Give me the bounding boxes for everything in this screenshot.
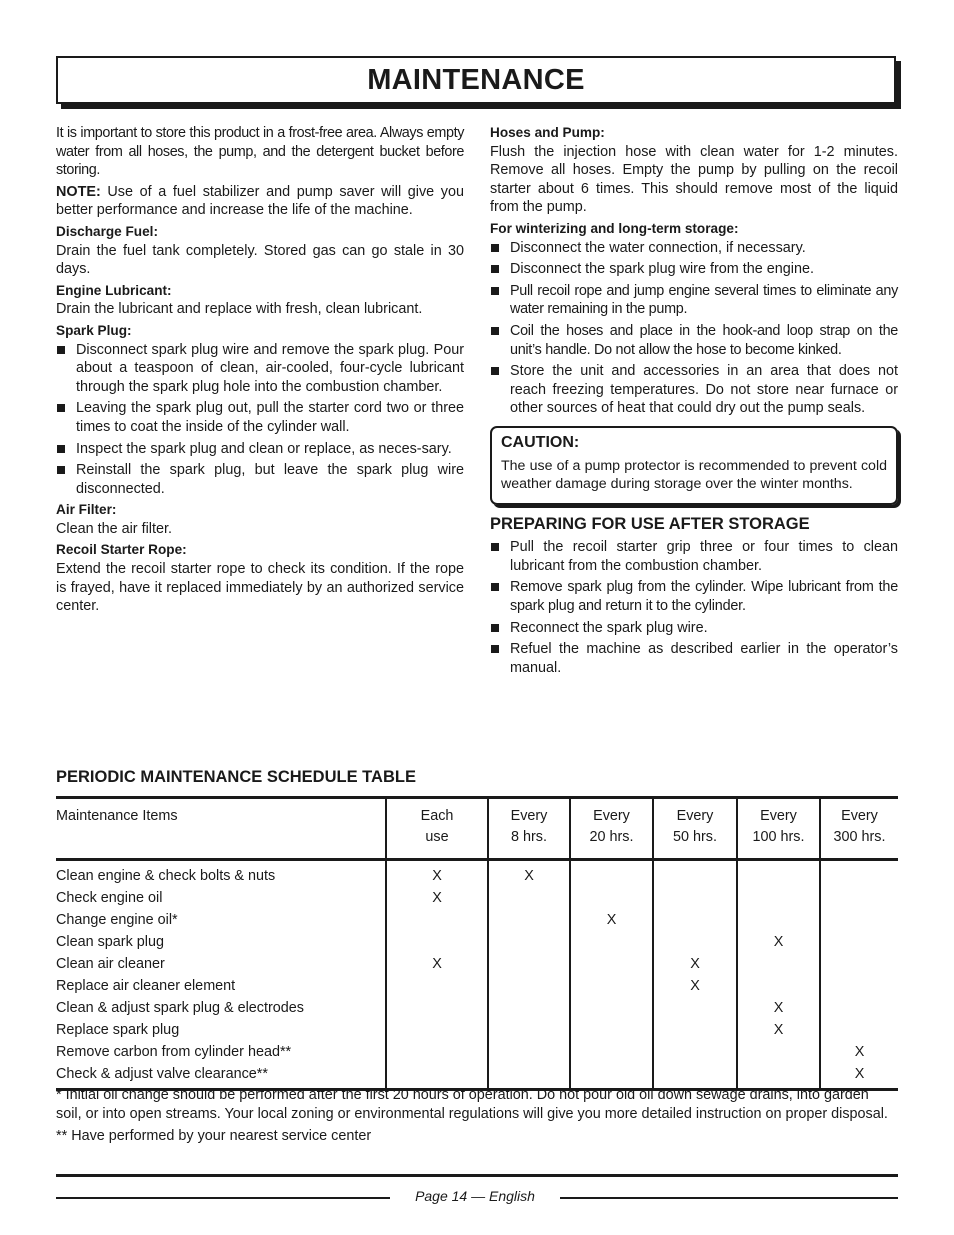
interval-mark-cell: X [820, 1063, 898, 1090]
interval-mark-cell [737, 975, 820, 997]
footer-divider-right [560, 1197, 898, 1199]
title-box [56, 56, 896, 104]
interval-mark-cell [820, 931, 898, 953]
interval-mark-cell [653, 997, 737, 1019]
recoil-starter-text: Extend the recoil starter rope to check its condition. If the rope is frayed, have it replaced immediately by an authorized service center. [56, 561, 464, 615]
bullet-square-icon [57, 466, 65, 474]
preparing-heading: PREPARING FOR USE AFTER STORAGE [490, 514, 810, 533]
caution-title: CAUTION: [501, 433, 580, 451]
bullet-square-icon [491, 583, 499, 591]
interval-mark-cell [488, 909, 570, 931]
caution-box [490, 426, 898, 505]
interval-mark-cell: X [653, 953, 737, 975]
left-column [56, 124, 464, 619]
column-header: Every 300 hrs. [820, 798, 898, 860]
list-item: Disconnect spark plug wire and remove the spark plug. Pour about a teaspoon of clean, air-cooled, four-cycle lubricant through the spark plug hole into the combustion chamber. [56, 341, 464, 397]
interval-mark-cell [386, 931, 488, 953]
maintenance-item-cell: Check & adjust valve clearance** [56, 1063, 386, 1090]
bullet-square-icon [491, 645, 499, 653]
engine-lubricant-text: Drain the lubricant and replace with fresh, clean lubricant. [56, 301, 423, 318]
maintenance-schedule-table [56, 796, 898, 1091]
bullet-square-icon [491, 265, 499, 273]
maintenance-item-cell: Remove carbon from cylinder head** [56, 1044, 292, 1060]
maintenance-item-cell: Clean engine & check bolts & nuts [56, 868, 276, 884]
bullet-square-icon [491, 543, 499, 551]
interval-mark-cell [386, 975, 488, 997]
interval-mark-cell [820, 975, 898, 997]
winterizing-heading: For winterizing and long-term storage: [490, 220, 739, 236]
interval-mark-cell [737, 860, 820, 888]
interval-mark-cell: X [737, 931, 820, 953]
hoses-pump-heading: Hoses and Pump: [490, 125, 605, 140]
interval-mark-cell: X [386, 953, 488, 975]
list-item: Leaving the spark plug out, pull the starter cord two or three times to coat the inside of the cylinder wall. [56, 399, 464, 436]
interval-mark-cell: X [488, 860, 570, 888]
interval-mark-cell [570, 887, 653, 909]
air-filter-heading: Air Filter: [56, 502, 117, 518]
interval-mark-cell [653, 931, 737, 953]
bullet-square-icon [57, 346, 65, 354]
list-item: Disconnect the water connection, if necessary. [490, 239, 898, 258]
interval-mark-cell: X [570, 909, 653, 931]
spark-plug-list [56, 341, 464, 499]
column-header: Every 8 hrs. [488, 798, 570, 860]
interval-mark-cell: X [737, 997, 820, 1019]
note-paragraph [56, 183, 464, 220]
table-row [56, 953, 898, 975]
interval-mark-cell [737, 1041, 820, 1063]
recoil-starter-heading: Recoil Starter Rope: [56, 542, 187, 558]
list-item: Disconnect the spark plug wire from the engine. [490, 260, 898, 279]
discharge-fuel-text: Drain the fuel tank completely. Stored gas can go stale in 30 days. [56, 242, 464, 278]
list-item: Pull recoil rope and jump engine several times to eliminate any water remaining in the pump. [490, 282, 898, 319]
interval-mark-cell [737, 909, 820, 931]
interval-mark-cell: X [737, 1019, 820, 1041]
interval-mark-cell [488, 887, 570, 909]
interval-mark-cell [488, 953, 570, 975]
interval-mark-cell [820, 909, 898, 931]
table-row [56, 997, 898, 1019]
bullet-square-icon [491, 287, 499, 295]
interval-mark-cell [570, 975, 653, 997]
interval-mark-cell [820, 887, 898, 909]
maintenance-item-cell: Change engine oil* [56, 912, 178, 928]
maintenance-item-cell: Clean & adjust spark plug & electrodes [56, 1000, 304, 1016]
footnote-service-center: ** Have performed by your nearest service center [56, 1128, 372, 1144]
interval-mark-cell [570, 860, 653, 888]
schedule-footnotes [56, 1086, 898, 1149]
intro-paragraph: It is important to store this product in a frost-free area. Always empty water from all hoses, the pump, and the detergent bucket before storing. [56, 125, 464, 179]
caution-text: The use of a pump protector is recommended to prevent cold weather damage during storage over the winter months. [501, 457, 887, 493]
interval-mark-cell [570, 1041, 653, 1063]
interval-mark-cell [488, 997, 570, 1019]
interval-mark-cell [653, 887, 737, 909]
interval-mark-cell [820, 953, 898, 975]
table-row [56, 931, 898, 953]
bullet-square-icon [57, 445, 65, 453]
interval-mark-cell [488, 1041, 570, 1063]
interval-mark-cell [737, 953, 820, 975]
list-item: Pull the recoil starter grip three or four times to clean lubricant from the combustion chamber. [490, 538, 898, 575]
table-row [56, 975, 898, 997]
interval-mark-cell [653, 1041, 737, 1063]
note-text: Use of a fuel stabilizer and pump saver will give you better performance and increase the life of the machine. [56, 183, 464, 219]
bullet-square-icon [491, 624, 499, 632]
schedule-title: PERIODIC MAINTENANCE SCHEDULE TABLE [56, 768, 416, 786]
interval-mark-cell: X [820, 1041, 898, 1063]
footnote-oil-change: * Initial oil change should be performed after the first 20 hours of operation. Do not pour old oil down sewage drains, into garden soil, or into open streams. Your local zoning or environmental regulations will give you more detailed instruction on proper disposal. [56, 1087, 888, 1122]
column-header: Every 50 hrs. [653, 798, 737, 860]
maintenance-item-cell: Clean air cleaner [56, 956, 165, 972]
column-header: Every 100 hrs. [737, 798, 820, 860]
interval-mark-cell [386, 997, 488, 1019]
interval-mark-cell [570, 997, 653, 1019]
discharge-fuel-heading: Discharge Fuel: [56, 223, 158, 239]
list-item: Remove spark plug from the cylinder. Wipe lubricant from the spark plug and return it to the cylinder. [490, 578, 898, 615]
interval-mark-cell [570, 1019, 653, 1041]
footer-divider-left [56, 1197, 390, 1199]
interval-mark-cell [488, 931, 570, 953]
column-header: Every 20 hrs. [570, 798, 653, 860]
interval-mark-cell [570, 931, 653, 953]
air-filter-text: Clean the air filter. [56, 520, 172, 537]
interval-mark-cell [653, 1019, 737, 1041]
interval-mark-cell [653, 860, 737, 888]
column-header: Each use [386, 798, 488, 860]
bullet-square-icon [491, 327, 499, 335]
preparing-list [490, 538, 898, 677]
table-row [56, 909, 898, 931]
interval-mark-cell: X [653, 975, 737, 997]
list-item: Refuel the machine as described earlier in the operator’s manual. [490, 640, 898, 677]
interval-mark-cell [820, 860, 898, 888]
list-item: Reconnect the spark plug wire. [490, 619, 898, 638]
interval-mark-cell [570, 953, 653, 975]
interval-mark-cell [386, 1019, 488, 1041]
right-column [490, 124, 898, 680]
interval-mark-cell [488, 975, 570, 997]
interval-mark-cell [653, 909, 737, 931]
table-header-row [56, 798, 898, 860]
bullet-square-icon [491, 244, 499, 252]
interval-mark-cell [737, 887, 820, 909]
list-item: Inspect the spark plug and clean or replace, as neces-sary. [56, 440, 464, 459]
list-item: Store the unit and accessories in an area that does not reach freezing temperatures. Do not store near furnace or other sources of heat that could dry out the pump seals. [490, 362, 898, 418]
winterizing-list [490, 239, 898, 418]
divider [56, 1174, 898, 1177]
interval-mark-cell: X [386, 887, 488, 909]
interval-mark-cell: X [386, 860, 488, 888]
table-row [56, 887, 898, 909]
spark-plug-heading: Spark Plug: [56, 322, 132, 338]
interval-mark-cell [820, 1019, 898, 1041]
maintenance-item-cell: Check engine oil [56, 890, 163, 906]
schedule-body [56, 860, 898, 1090]
note-label: NOTE: [56, 183, 101, 200]
interval-mark-cell [488, 1019, 570, 1041]
engine-lubricant-heading: Engine Lubricant: [56, 282, 172, 298]
hoses-pump-text: Flush the injection hose with clean water for 1-2 minutes. Remove all hoses. Empty the pump by pulling on the recoil starter about 6 times. This should remove most of the liquid from the pump. [490, 143, 898, 216]
bullet-square-icon [57, 404, 65, 412]
list-item: Coil the hoses and place in the hook-and loop strap on the unit’s handle. Do not allow the hose to become kinked. [490, 322, 898, 359]
interval-mark-cell [386, 1041, 488, 1063]
table-row [56, 860, 898, 888]
bullet-square-icon [491, 367, 499, 375]
interval-mark-cell [386, 909, 488, 931]
page-title: MAINTENANCE [367, 63, 585, 96]
interval-mark-cell [820, 997, 898, 1019]
list-item: Reinstall the spark plug, but leave the spark plug wire disconnected. [56, 461, 464, 498]
page-number: Page 14 — English [415, 1188, 535, 1204]
maintenance-item-cell: Replace spark plug [56, 1022, 180, 1038]
maintenance-item-cell: Clean spark plug [56, 934, 164, 950]
maintenance-item-cell: Replace air cleaner element [56, 978, 236, 994]
table-row [56, 1041, 898, 1063]
table-row [56, 1019, 898, 1041]
column-header: Maintenance Items [56, 798, 386, 860]
